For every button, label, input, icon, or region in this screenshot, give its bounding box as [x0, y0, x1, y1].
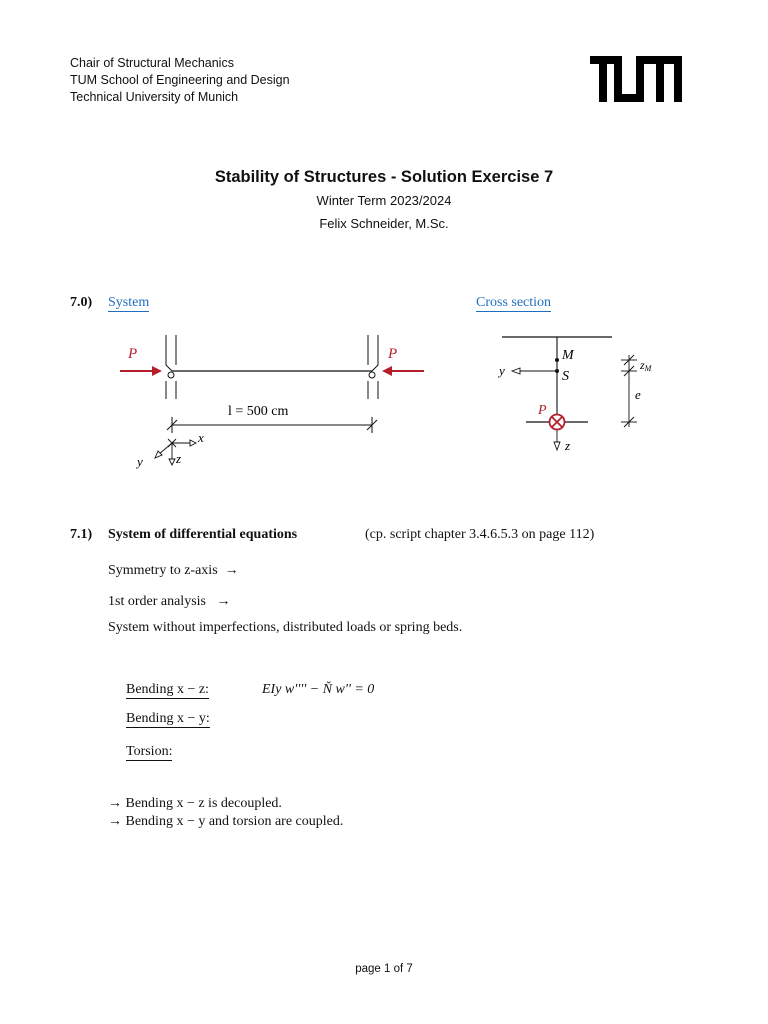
- school-name: TUM School of Engineering and Design: [70, 73, 290, 87]
- axis-y-label: y: [137, 454, 143, 469]
- cross-section-link-label: Cross section: [476, 295, 552, 310]
- section-number-1: 7.1): [70, 527, 93, 542]
- system-diagram: [110, 325, 440, 475]
- decoupled-conclusion: → Bending x − z is decoupled.: [108, 796, 282, 811]
- right-support: [368, 335, 378, 399]
- right-load-arrow: [382, 366, 424, 376]
- page-title: Stability of Structures - Solution Exercise 7: [214, 168, 554, 186]
- bending-xy-label: Bending x − y:: [126, 711, 210, 726]
- no-imperfections-statement: System without imperfections, distributed loads or spring beds.: [108, 620, 463, 635]
- chair-name: Chair of Structural Mechanics: [70, 56, 234, 70]
- load-label-left: P: [128, 346, 138, 362]
- dim-zM-label: zM: [640, 358, 652, 373]
- label-S: S: [562, 369, 569, 384]
- axis-x-label: x: [198, 430, 204, 445]
- script-reference: (cp. script chapter 3.4.6.5.3 on page 112): [365, 527, 595, 542]
- load-into-page-icon: [550, 415, 565, 430]
- axis-z-label: z: [176, 451, 182, 466]
- cross-section-diagram: [490, 325, 670, 460]
- left-support: [166, 335, 176, 399]
- y-axis-arrowhead: [512, 368, 520, 374]
- cross-section-link[interactable]: [476, 295, 551, 311]
- bending-xz-label: Bending x − z:: [126, 682, 209, 697]
- section-number-0: 7.0): [70, 295, 93, 310]
- cs-axis-z-label: z: [565, 438, 571, 453]
- section-heading: System of differential equations: [108, 527, 298, 542]
- institution-block: [70, 55, 290, 106]
- symmetry-statement: Symmetry to z-axis →: [108, 563, 239, 578]
- left-load-arrow: [120, 366, 162, 376]
- cs-axis-y-label: y: [499, 363, 505, 378]
- z-axis-arrowhead: [554, 442, 560, 450]
- term: Winter Term 2023/2024: [316, 193, 452, 208]
- system-link[interactable]: [108, 295, 149, 311]
- dim-e-label: e: [635, 387, 641, 402]
- bending-xz-equation: EIy w'''' − Ň w'' = 0: [262, 682, 375, 697]
- torsion-label: Torsion:: [126, 744, 173, 759]
- label-M: M: [562, 348, 574, 363]
- coupled-conclusion: → Bending x − y and torsion are coupled.: [108, 814, 344, 829]
- first-order-statement: 1st order analysis →: [108, 594, 231, 609]
- length-label: l = 500 cm: [228, 404, 289, 419]
- author: Felix Schneider, M.Sc.: [319, 216, 449, 231]
- load-label-right: P: [388, 346, 398, 362]
- university-name: Technical University of Munich: [70, 90, 239, 104]
- page-number: page 1 of 7: [355, 963, 413, 975]
- shear-center-point: [555, 358, 559, 362]
- tum-logo: [590, 56, 682, 104]
- cs-load-label: P: [538, 403, 547, 418]
- system-link-label: System: [108, 295, 150, 310]
